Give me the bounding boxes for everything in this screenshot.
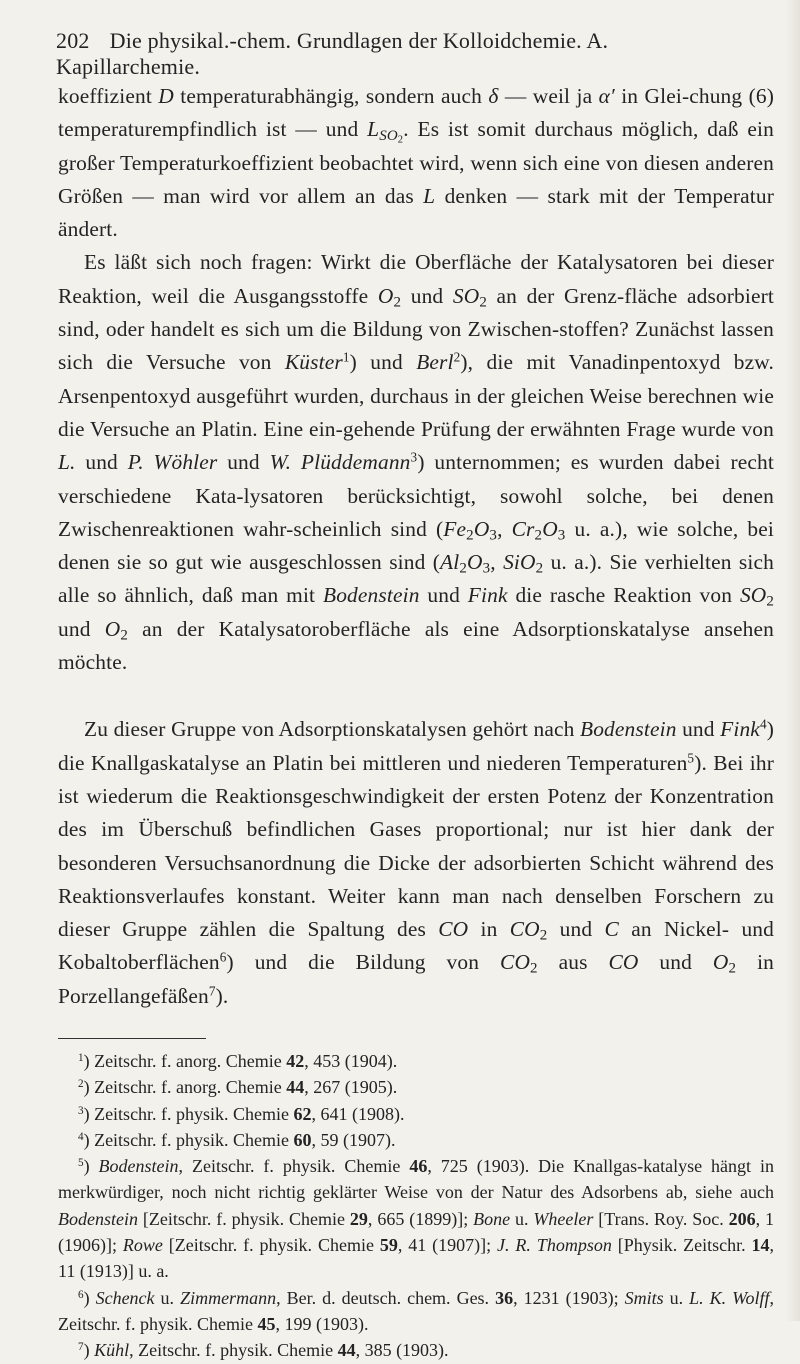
footnotes bbox=[58, 1048, 774, 1364]
footnote-1: $^1$) Zeitschr. f. anorg. Chemie 42, 453 (1904). bbox=[78, 1051, 398, 1071]
footnote-3: $^3$) Zeitschr. f. physik. Chemie 62, 641 (1908). bbox=[78, 1103, 405, 1124]
footnote-6: $^6$) Schenck u. Zimmermann, Ber. d. deutsch. chem. Ges. 36, 1231 (1903); Smits u. L. K. Wolff, Zeitschr. f. physik. Chemie 45, 199 (1903). bbox=[58, 1287, 774, 1334]
paragraph-3: Zu dieser Gruppe von Adsorptionskatalysen gehört nach Bodenstein und Fink$^4$) die Knallgaskatalyse an Platin bei mittleren und niederen Temperaturen$^5$). Bei ihr ist wiederum die Reaktionsgeschwindigkeit der ersten Potenz der Konzentration des im Überschuß befindlichen Gases proportional; nur ist hier dank der besonderen Versuchsanordnung die Dicke der adsorbierten Schicht während des Reaktionsverlaufes konstant. Weiter kann man nach denselben Forschern zu dieser Gruppe zählen die Spaltung des CO in $CO_2$ und C an Nickel- und Kobaltoberflächen$^6$) und die Bildung von $CO_2$ aus CO und $O_2$ in Porzellangefäßen$^7$). bbox=[58, 717, 775, 1008]
main-text bbox=[58, 80, 774, 1013]
footnote-4: $^4$) Zeitschr. f. physik. Chemie 60, 59 (1907). bbox=[78, 1129, 396, 1150]
page-edge-shadow bbox=[786, 0, 800, 1321]
footnote-7: $^7$) Kühl, Zeitschr. f. physik. Chemie 44, 385 (1903). bbox=[78, 1340, 449, 1361]
paragraph-2: Es läßt sich noch fragen: Wirkt die Oberfläche der Katalysatoren bei dieser Reaktion, weil die Ausgangsstoffe $O_2$ und $SO_2$ an der Grenz-fläche adsorbiert sind, oder handelt es sich um die Bildung von Zwischen-stoffen? Zunächst lassen sich die Versuche von Küster$^1$) und Berl$^2$), die mit Vanadinpentoxyd bzw. Arsenpentoxyd ausgeführt wurden, durchaus in der gleichen Weise berechnen wie die Versuche an Platin. Eine ein-gehende Prüfung der erwähnten Frage wurde von L. und P. Wöhler und W. Plüddemann$^3$) unternommen; es wurden dabei recht verschiedene Kata-lysatoren berücksichtigt, sowohl solche, bei denen Zwischenreaktionen wahr-scheinlich sind ($Fe_2O_3$, $Cr_2O_3$ u. a.), wie solche, bei denen sie so gut wie ausgeschlossen sind ($Al_2O_3$, SiO$_2$ u. a.). Sie verhielten sich alle so ähnlich, daß man mit Bodenstein und Fink die rasche Reaktion von $SO_2$ und $O_2$ an der Katalysatoroberfläche als eine Adsorptionskatalyse ansehen möchte. bbox=[58, 250, 775, 675]
footnote-5: $^5$) Bodenstein, Zeitschr. f. physik. Chemie 46, 725 (1903). Die Knallgas-katalyse hängt in merkwürdiger, noch nicht richtig geklärter Weise von der Natur des Adsorbens ab, siehe auch Bodenstein [Zeitschr. f. physik. Chemie 29, 665 (1899)]; Bone u. Wheeler [Trans. Roy. Soc. 206, 1 (1906)]; Rowe [Zeitschr. f. physik. Chemie 59, 41 (1907)]; J. R. Thompson [Physik. Zeitschr. 14, 11 (1913)] u. a. bbox=[58, 1156, 775, 1282]
page-number: 202 bbox=[56, 28, 90, 53]
running-title: Die physikal.-chem. Grundlagen der Kolloidchemie. A. Kapillarchemie. bbox=[56, 28, 609, 79]
footnote-divider bbox=[58, 1038, 206, 1039]
paragraph-1: koeffizient D temperaturabhängig, sondern auch δ — weil ja α′ in Glei-chung (6) temperaturempfindlich ist — und $L_{SO_2}$. Es ist somit durchaus möglich, daß ein großer Temperaturkoeffizient beobachtet wird, wenn sich eine von diesen anderen Größen — man wird vor allem an das L denken — stark mit der Temperatur ändert. bbox=[58, 84, 774, 242]
running-header bbox=[56, 28, 756, 80]
footnote-2: $^2$) Zeitschr. f. anorg. Chemie 44, 267 (1905). bbox=[78, 1077, 398, 1098]
